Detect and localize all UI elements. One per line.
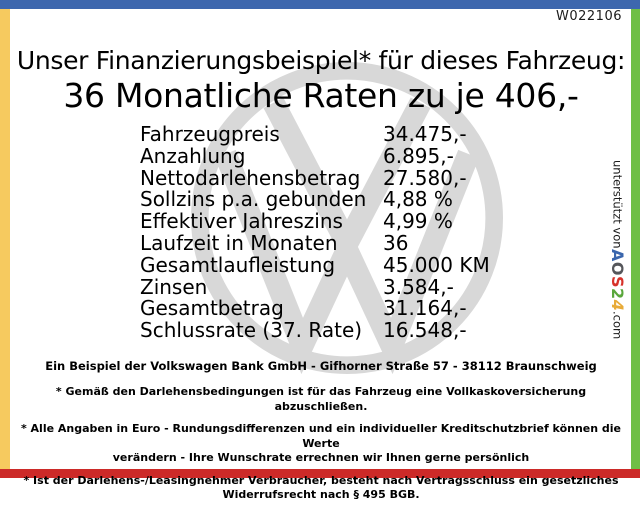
- row-value: 36: [383, 230, 409, 255]
- vehicle-code: W022106: [556, 9, 622, 24]
- side-credit-suffix: .com: [610, 310, 625, 340]
- footnote-line: Widerrufsrecht nach § 495 BGB.: [222, 488, 420, 501]
- row-label: Gesamtlaufleistung: [140, 252, 336, 277]
- row-value: 4,88 %: [383, 187, 453, 212]
- table-row: [140, 211, 560, 233]
- table-row: [140, 124, 560, 146]
- table-row: [140, 189, 560, 211]
- row-value: 27.580,-: [383, 165, 467, 190]
- footnote-line: * Ist der Darlehens-/Leasingnehmer Verbraucher, besteht nach Vertragsschluss ein gesetzliches: [23, 473, 619, 487]
- aos24-logo-letter: A: [608, 248, 627, 262]
- aos24-logo: [608, 249, 627, 311]
- footnote-line: * Gemäß den Darlehensbedingungen ist für das Fahrzeug eine Vollkaskoversicherung abzuschließen.: [55, 385, 587, 413]
- row-label: Schlussrate (37. Rate): [140, 318, 363, 343]
- row-label: Anzahlung: [140, 143, 246, 168]
- footnotes: [10, 385, 632, 511]
- aos24-logo-letter: O: [608, 261, 627, 276]
- footnote-line: verändern - Ihre Wunschrate errechnen wir Ihnen gerne persönlich: [112, 451, 530, 464]
- table-row: [140, 320, 560, 342]
- row-label: Effektiver Jahreszins: [140, 209, 343, 234]
- row-label: Zinsen: [140, 274, 208, 299]
- row-label: Laufzeit in Monaten: [140, 230, 338, 255]
- row-value: 4,99 %: [383, 209, 453, 234]
- monthly-rate-headline: 36 Monatliche Raten zu je 406,-: [63, 76, 579, 115]
- side-credit-prefix: unterstützt von: [610, 160, 625, 249]
- table-row: [140, 298, 560, 320]
- row-label: Gesamtbetrag: [140, 296, 284, 321]
- row-value: 31.164,-: [383, 296, 467, 321]
- row-value: 34.475,-: [383, 122, 467, 146]
- row-value: 16.548,-: [383, 318, 467, 343]
- page-title: Unser Finanzierungsbeispiel* für dieses Fahrzeug:: [16, 46, 626, 75]
- footnote-line: * Alle Angaben in Euro - Rundungsdifferenzen und ein individueller Kreditschutzbrief können die Werte: [20, 422, 622, 450]
- table-row: [140, 165, 560, 190]
- bank-address-line: Ein Beispiel der Volkswagen Bank GmbH - Gifhorner Straße 57 - 38112 Braunschweig: [45, 359, 597, 373]
- footnote-insurance: [10, 385, 632, 414]
- table-row: [140, 252, 560, 277]
- side-credit: [608, 160, 627, 370]
- aos24-logo-letter: S: [608, 275, 627, 288]
- aos24-logo-letter: 4: [608, 299, 627, 311]
- row-label: Sollzins p.a. gebunden: [140, 187, 367, 212]
- aos24-logo-letter: 2: [608, 287, 627, 300]
- row-label: Nettodarlehensbetrag: [140, 165, 361, 190]
- row-value: 3.584,-: [383, 274, 454, 299]
- row-value: 45.000 KM: [383, 252, 490, 277]
- table-row: [140, 230, 560, 255]
- table-row: [140, 274, 560, 299]
- table-row: [140, 143, 560, 168]
- row-value: 6.895,-: [383, 143, 454, 168]
- footnote-euro-rounding: [10, 422, 632, 466]
- row-label: Fahrzeugpreis: [140, 122, 280, 146]
- finance-table: [140, 124, 560, 342]
